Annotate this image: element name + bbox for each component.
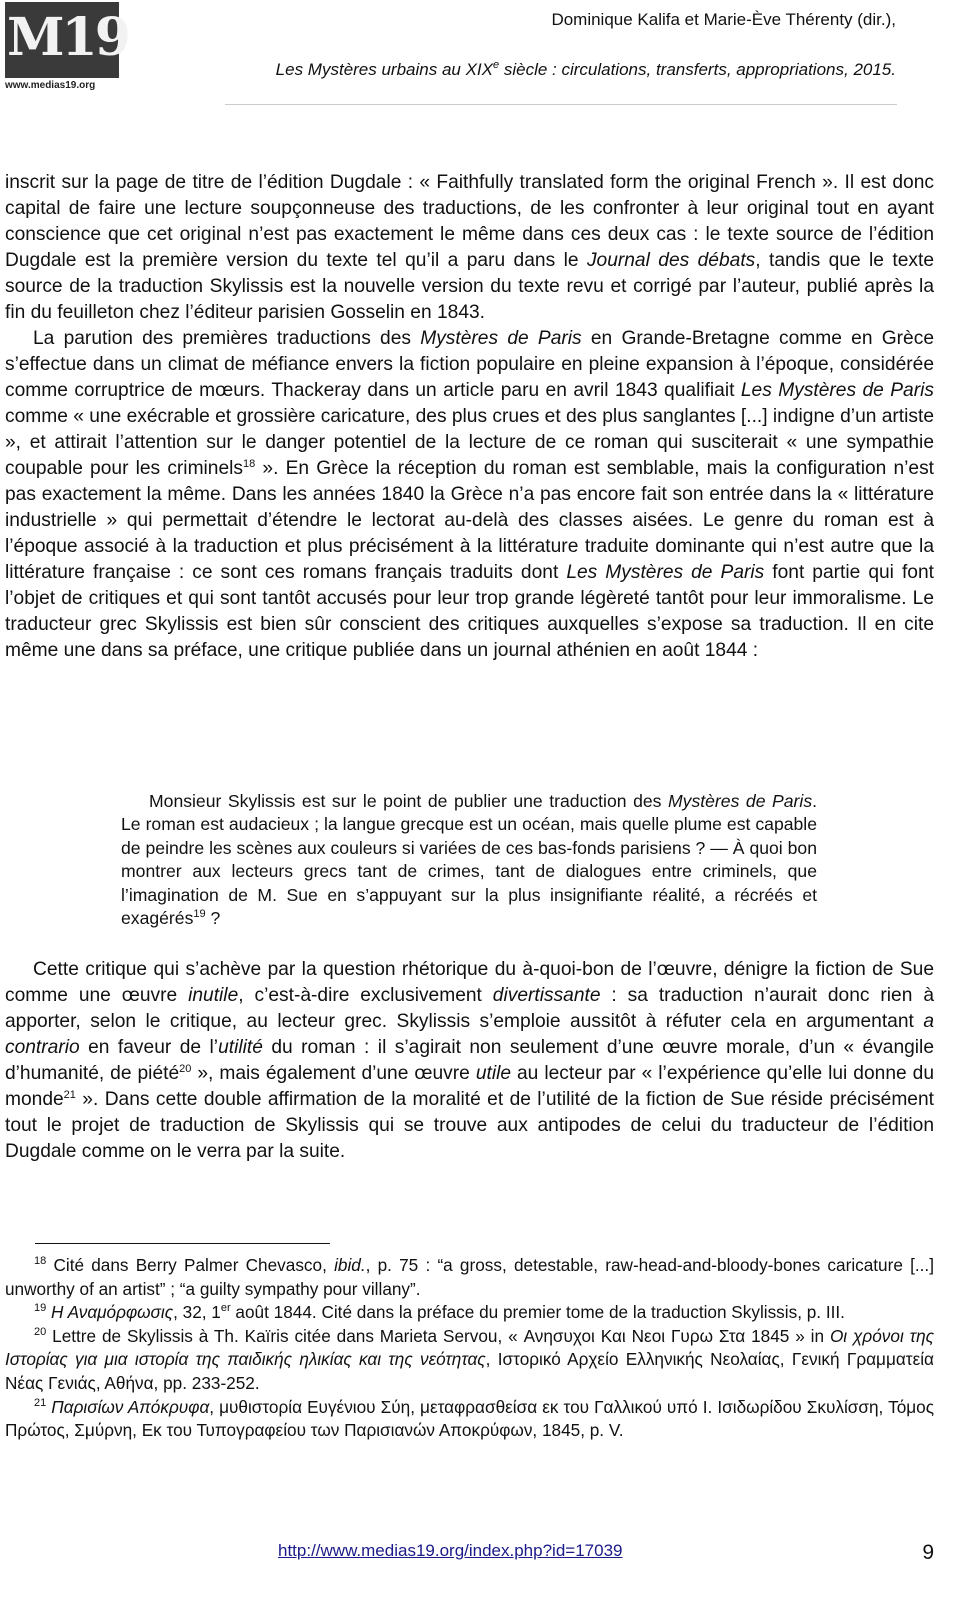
footnote-19: $^{19}$ Η Αναμόρφωσις, 32, 1er août 1844. Cité dans la préface du premier tome de la traduction Skylissis, p. III. <box>34 1302 845 1323</box>
footnote-ref-19[interactable]: 19 <box>193 908 206 921</box>
block-quote: Monsieur Skylissis est sur le point de publier une traduction des Mystères de Paris. Le roman est audacieux ; la langue grecque est un océan, mais quelle plume est capable de peindre les scènes aux couleurs si variées de ces bas-fonds parisiens ? — À quoi bon montrer aux lecteurs grecs tant de crimes, tant de dialogues entre criminels, que l’imagination de M. Sue en s’appuyant sur la plus insignifiante réalité, a récréés et exagérés$^{19}$ ? <box>121 791 818 929</box>
body-text-bottom <box>5 957 934 1165</box>
footnote-ref-21[interactable]: 21 <box>63 1089 76 1101</box>
footnote-ref-20[interactable]: 20 <box>179 1063 192 1075</box>
logo-text: M19 <box>7 7 128 68</box>
footnote-18: $^{18}$ Cité dans Berry Palmer Chevasco, ibid., p. 75 : “a gross, detestable, raw-head-and-bloody-bones caricature [...] unworthy of an artist” ; “a guilty sympathy pour villany”. <box>5 1255 934 1299</box>
header-divider <box>225 104 897 105</box>
medias19-logo <box>5 2 128 94</box>
footnote-separator <box>35 1243 330 1244</box>
page-number: 9 <box>922 1541 934 1564</box>
header-editors: Dominique Kalifa et Marie-Ève Thérenty (dir.), <box>551 10 896 29</box>
logo-url: www.medias19.org <box>5 80 96 91</box>
footnote-20: $^{20}$ Lettre de Skylissis à Th. Kaïris citée dans Marieta Servou, « Ανησυχοι Και Νεοι Γυρω Στα 1845 » in Οι χρόνοι της Ιστορίας για μια ιστορία της παιδικής ηλικίας και της νεότητας, Ιστορικό Αρχείο Ελληνικής Νεολαίας, Γενική Γραμματεία Νέας Γενιάς, Αθήνα, pp. 233-252. <box>5 1325 934 1393</box>
paragraph-3: Cette critique qui s’achève par la question rhétorique du à-quoi-bon de l’œuvre, dénigre la fiction de Sue comme une œuvre inutile, c’est-à-dire exclusivement divertissante : sa traduction n’aurait donc rien à apporter, selon le critique, au lecteur grec. Skylissis s’emploie aussitôt à réfuter cela en argumentant a contrario en faveur de l’utilité du roman : il s’agirait non seulement d’une œuvre morale, d’un « évangile d’humanité, de piété$^{20}$ », mais également d’une œuvre utile au lecteur par « l’expérience qu’elle lui donne du monde$^{21}$ ». Dans cette double affirmation de la moralité et de l’utilité de la fiction de Sue réside précisément tout le projet de traduction de Skylissis qui se trouve aux antipodes de celui du traducteur de l’édition Dugdale comme on le verra par la suite. <box>5 959 934 1162</box>
footer-link[interactable]: http://www.medias19.org/index.php?id=17039 <box>278 1541 623 1560</box>
footnotes <box>5 1254 934 1443</box>
paragraph-2: La parution des premières traductions des Mystères de Paris en Grande-Bretagne comme en Grèce s’effectue dans un climat de méfiance envers la fiction populaire en pleine expansion à l’époque, considérée comme corruptrice de mœurs. Thackeray dans un article paru en avril 1843 qualifiait Les Mystères de Paris comme « une exécrable et grossière caricature, des plus crues et des plus sanglantes [...] indigne d’un artiste », et attirait l’attention sur le danger potentiel de la lecture de ce roman qui susciterait « une sympathie coupable pour les criminels$^{18}$ ». En Grèce la réception du roman est semblable, mais la configuration n’est pas exactement la même. Dans les années 1840 la Grèce n’a pas encore fait son entrée dans la « littérature industrielle » qui permettait d’étendre le lectorat au-delà des classes aisées. Le genre du roman est à l’époque associé à la traduction et plus précisément à la littérature traduite dominante qui n’est autre que la littérature française : ce sont ces romans français traduits dont Les Mystères de Paris font partie qui font l’objet de critiques et qui sont tantôt accusés pour leur trop grande légèreté tantôt pour leur immoralisme. Le traducteur grec Skylissis est bien sûr conscient des critiques auxquelles s’expose sa traduction. Il en cite même une dans sa préface, une critique publiée dans un journal athénien en août 1844 : <box>5 328 934 661</box>
footnote-21: $^{21}$ Παρισίων Απόκρυφα, μυθιστορία Ευγένιου Σύη, μεταφρασθείσα εκ του Γαλλικού υπό Ι. Ισιδωρίδου Σκυλίσση, Τόμος Πρώτος, Σμύρνη, Εκ του Τυπογραφείου των Παρισιανών Αποκρύφων, 1845, p. V. <box>5 1396 934 1441</box>
footnote-ref-18[interactable]: 18 <box>243 458 256 470</box>
logo-box <box>5 2 128 78</box>
header-book-title: Les Mystères urbains au XIXe siècle : circulations, transferts, appropriations, 2015. <box>275 59 896 79</box>
body-text-top <box>5 170 934 664</box>
paragraph-1: inscrit sur la page de titre de l’édition Dugdale : « Faithfully translated form the original French ». Il est donc capital de faire une lecture soupçonneuse des traductions, de les confronter à leur original tout en ayant conscience que cet original n’est pas exactement le même dans ces deux cas : le texte source de l’édition Dugdale est la première version du texte tel qu’il a paru dans le Journal des débats, tandis que le texte source de la traduction Skylissis est la nouvelle version du texte revu et corrigé par l’auteur, publié après la fin du feuilleton chez l’éditeur parisien Gosselin en 1843. <box>5 172 934 323</box>
